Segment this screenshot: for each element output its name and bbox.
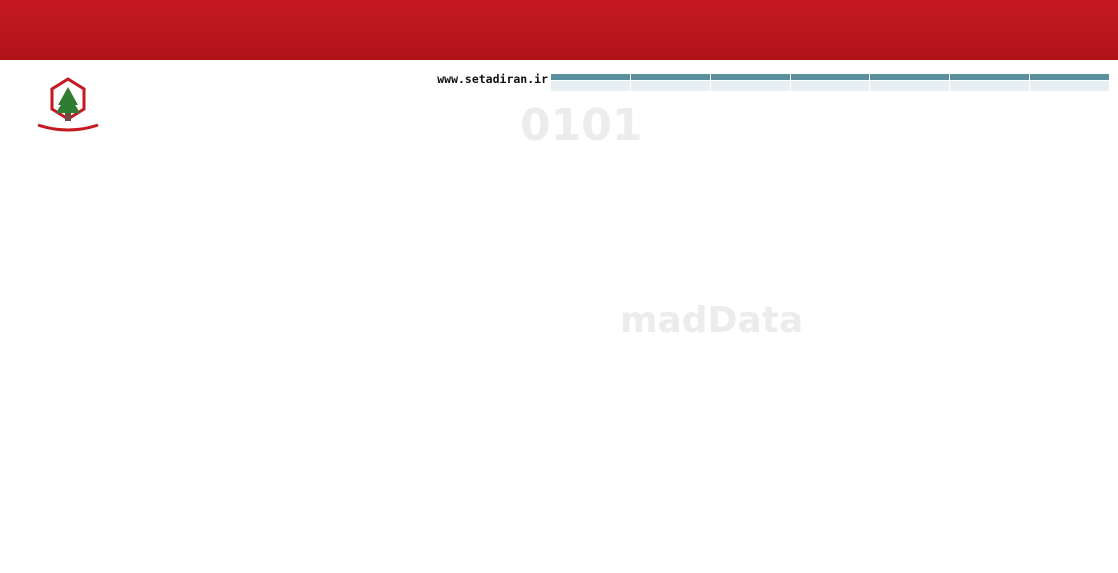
table-header [710, 74, 790, 81]
background-watermark: madData [620, 300, 804, 341]
background-watermark: 0101 [520, 100, 643, 151]
website-link[interactable]: www.setadiran.ir [437, 72, 548, 86]
table-header [551, 74, 631, 81]
table-header [630, 74, 710, 81]
announcement-details [550, 70, 1110, 570]
auction-conditions [136, 70, 548, 510]
table-row [551, 81, 1110, 92]
tree-logo-icon [8, 75, 128, 137]
table-cell [950, 81, 1030, 92]
table-header [790, 74, 870, 81]
table-header-row [551, 74, 1110, 81]
table-cell [630, 81, 710, 92]
table-header [1030, 74, 1110, 81]
property-table [550, 73, 1110, 92]
table-header [950, 74, 1030, 81]
table-cell [551, 81, 631, 92]
table-header [870, 74, 950, 81]
table-cell [1030, 81, 1110, 92]
table-cell [790, 81, 870, 92]
table-cell [870, 81, 950, 92]
table-cell [710, 81, 790, 92]
organization-logo [8, 75, 128, 185]
publisher-watermark [4, 519, 81, 573]
page-title [0, 10, 1118, 50]
